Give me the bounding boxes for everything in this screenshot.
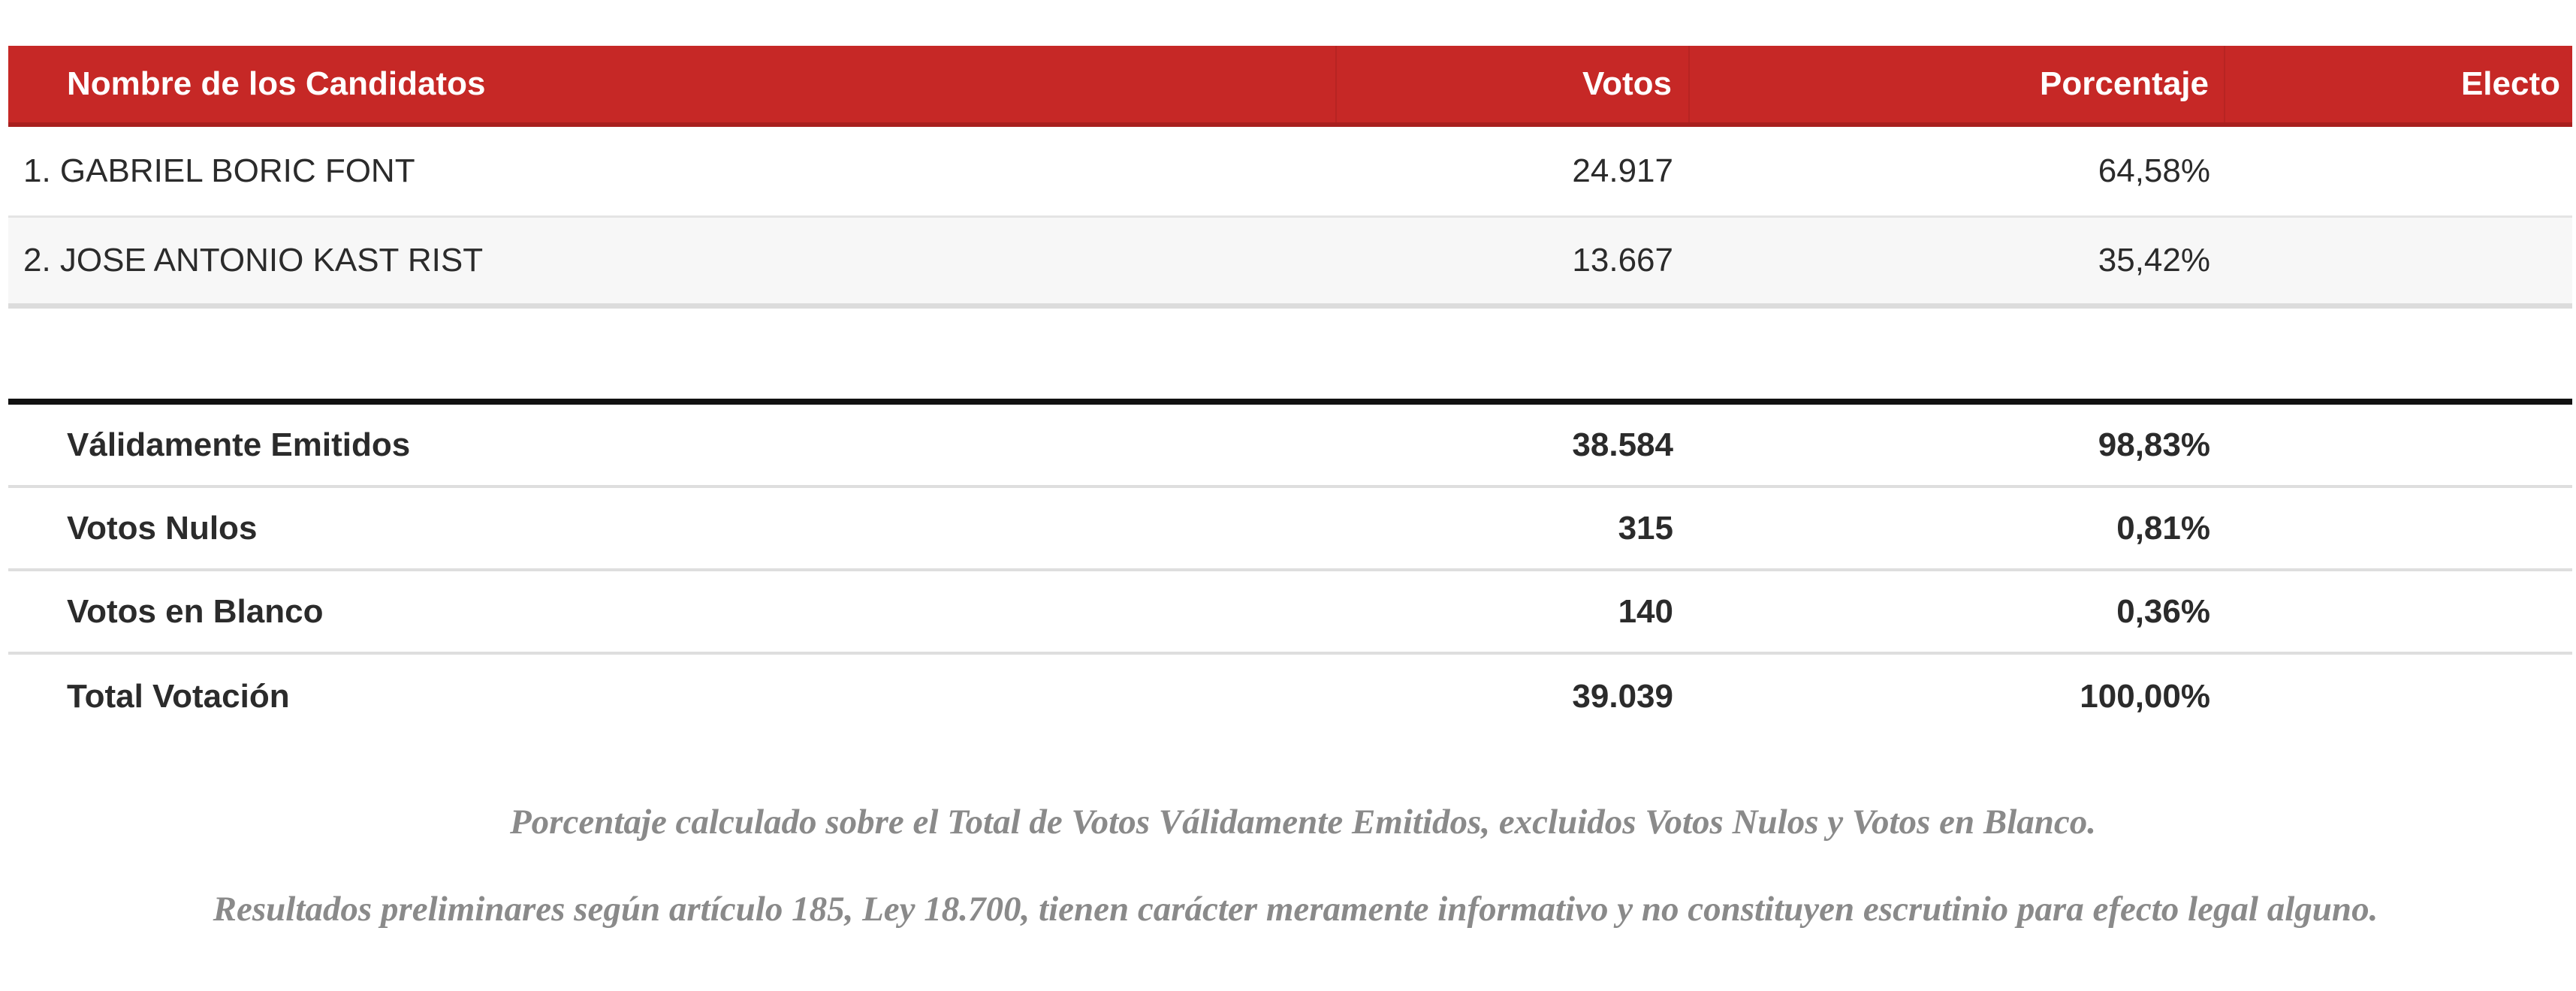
totals-label: Válidamente Emitidos <box>67 426 411 463</box>
totals-empty <box>2225 488 2572 568</box>
totals-row-valid <box>8 405 2572 488</box>
candidate-name: 2. JOSE ANTONIO KAST RIST <box>23 242 484 279</box>
totals-row-total <box>8 655 2572 738</box>
totals-row-blank <box>8 571 2572 655</box>
table-spacer <box>8 309 2572 399</box>
totals-label: Votos en Blanco <box>67 592 324 630</box>
totals-empty <box>2225 655 2572 738</box>
table-header <box>8 46 2572 127</box>
totals-percentage: 98,83% <box>2098 426 2210 463</box>
totals-label: Votos Nulos <box>67 509 258 547</box>
totals-percentage: 0,36% <box>2116 592 2210 630</box>
legal-disclaimer: Resultados preliminares según artículo 185, Ley 18.700, tienen carácter meramente informativo y no constituyen escrutinio para efecto legal alguno. <box>213 890 2378 929</box>
totals-votes: 39.039 <box>1572 677 1673 715</box>
header-candidate-name[interactable]: Nombre de los Candidatos <box>8 46 1337 122</box>
totals-empty <box>2225 405 2572 485</box>
totals-votes: 140 <box>1618 592 1673 630</box>
percentage-note: Porcentaje calculado sobre el Total de Votos Válidamente Emitidos, excluidos Votos Nulos y Votos en Blanco. <box>509 803 2097 842</box>
candidate-elected <box>2225 127 2572 215</box>
candidate-votes: 13.667 <box>1572 242 1673 279</box>
header-votes[interactable]: Votos <box>1337 46 1690 122</box>
totals-section <box>8 399 2572 738</box>
candidate-percentage: 35,42% <box>2098 242 2210 279</box>
totals-votes: 38.584 <box>1572 426 1673 463</box>
totals-percentage: 0,81% <box>2116 509 2210 547</box>
candidate-name: 1. GABRIEL BORIC FONT <box>23 152 415 189</box>
candidate-row <box>8 218 2572 309</box>
totals-votes: 315 <box>1618 509 1673 547</box>
totals-row-null <box>8 488 2572 571</box>
header-elected[interactable]: Electo <box>2460 65 2560 102</box>
totals-percentage: 100,00% <box>2080 677 2210 715</box>
candidate-percentage: 64,58% <box>2098 152 2210 189</box>
candidate-elected <box>2225 218 2572 303</box>
totals-label: Total Votación <box>67 677 290 715</box>
results-table <box>8 46 2572 738</box>
candidate-votes: 24.917 <box>1572 152 1673 189</box>
candidate-row <box>8 127 2572 218</box>
totals-empty <box>2225 571 2572 652</box>
header-percentage[interactable]: Porcentaje <box>1690 46 2225 122</box>
